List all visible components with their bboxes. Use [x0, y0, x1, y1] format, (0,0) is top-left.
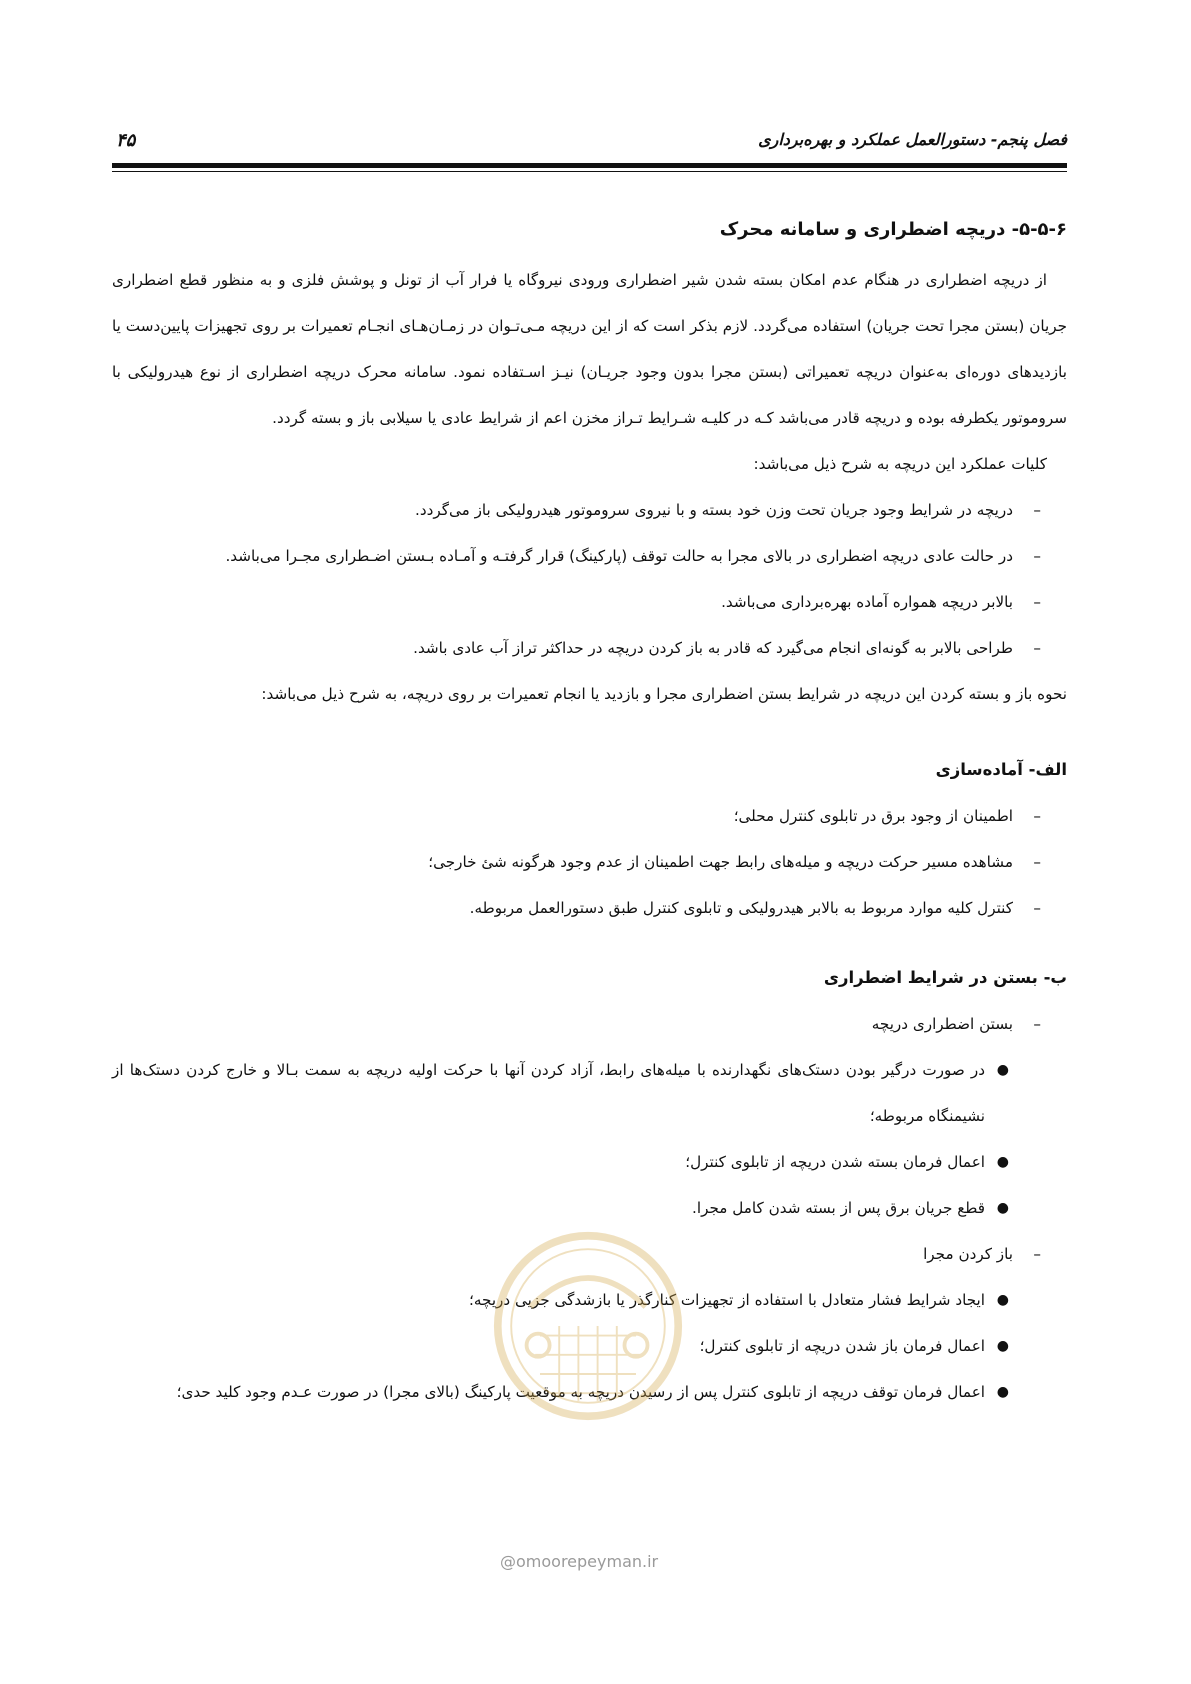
subsection-b-closing-label [112, 1001, 1067, 1047]
list-item: – دریچه در شرایط وجود جریان تحت وزن خود بسته و با نیروی سروموتور هیدرولیکی باز می‌گردد. [112, 487, 1067, 533]
bullet-marker: ● [996, 1154, 1009, 1170]
header-rule-thin [112, 171, 1067, 172]
list-item: ● اعمال فرمان توقف دریچه از تابلوی کنترل پس از رسیدن دریچه به موقعیت پارکینگ (بالای مجرا) در صورت عـدم وجود کلید حدی؛ [112, 1369, 1067, 1415]
list-item: – کنترل کلیه موارد مربوط به بالابر هیدرولیکی و تابلوی کنترل طبق دستورالعمل مربوطه. [112, 885, 1067, 931]
bullet-marker: ● [996, 1200, 1009, 1216]
dash-marker: – [1033, 1245, 1041, 1263]
list-item: – در حالت عادی دریچه اضطراری در بالای مجرا به حالت توقف (پارکینگ) قرار گرفتـه و آمـاده بـستن اضـطراری مجـرا می‌باشد. [112, 533, 1067, 579]
list-item: – باز کردن مجرا [112, 1231, 1067, 1277]
bullet-marker: ● [996, 1292, 1009, 1308]
section-closing: نحوه باز و بسته کردن این دریچه در شرایط بستن اضطراری مجرا و بازدید یا انجام تعمیرات بر روی دریچه، به شرح ذیل می‌باشد: [261, 685, 1067, 703]
seal-logo-icon [492, 1230, 684, 1422]
list-item: – مشاهده مسیر حرکت دریچه و میله‌های رابط جهت اطمینان از عدم وجود هرگونه شئ خارجی؛ [112, 839, 1067, 885]
subsection-a-list [112, 793, 1067, 931]
list-item: – بالابر دریچه همواره آماده بهره‌برداری می‌باشد. [112, 579, 1067, 625]
page-number: ۴۵ [116, 130, 136, 151]
dash-marker: – [1033, 1015, 1041, 1033]
dash-marker: – [1033, 593, 1041, 611]
dash-marker: – [1033, 501, 1041, 519]
list-item: ● قطع جریان برق پس از بسته شدن کامل مجرا. [112, 1185, 1067, 1231]
section-heading: ۵-۵-۶- دریچه اضطراری و سامانه محرک [719, 219, 1067, 240]
header-rule-thick [112, 163, 1067, 168]
running-header-title: فصل پنجم- دستورالعمل عملکرد و بهره‌برداری [758, 130, 1067, 149]
subsection-b-heading: ب- بستن در شرایط اضطراری [823, 968, 1067, 987]
dash-marker: – [1033, 807, 1041, 825]
dash-marker: – [1033, 639, 1041, 657]
list-item: ● اعمال فرمان بسته شدن دریچه از تابلوی کنترل؛ [112, 1139, 1067, 1185]
section-paragraph: از دریچه اضطراری در هنگام عدم امکان بسته شدن شیر اضطراری ورودی نیروگاه یا فرار آب از تونل و پوشش فلزی و به منظور قطع اضطراری جریان (بستن مجرا تحت جریان) استفاده می‌گردد. لازم بذکر است که از این دریچه مـی‌تـوان در زمـان‌هـای انجـام تعمیرات بر روی تجهیزات پایین‌دست یا بازدیدهای دوره‌ای به‌عنوان دریچه تعمیراتی (بستن مجرا بدون وجود جریـان) نیـز اسـتفاده نمود. سامانه محرک دریچه اضطراری از نوع هیدرولیکی با سروموتور یکطرفه بوده و دریچه قادر می‌باشد کـه در کلیـه شـرایط تـراز مخزن اعم از شرایط عادی یا سیلابی باز و بسته گردد. [112, 271, 1067, 427]
bullet-marker: ● [996, 1338, 1009, 1354]
subsection-b-closing-steps [112, 1047, 1067, 1231]
list-item: – اطمینان از وجود برق در تابلوی کنترل محلی؛ [112, 793, 1067, 839]
list-item: – بستن اضطراری دریچه [112, 1001, 1067, 1047]
dash-marker: – [1033, 853, 1041, 871]
list-item: – طراحی بالابر به گونه‌ای انجام می‌گیرد که قادر به باز کردن دریچه در حداکثر تراز آب عادی باشد. [112, 625, 1067, 671]
list-item: ● ایجاد شرایط فشار متعادل با استفاده از تجهیزات کنارگذر یا بازشدگی جزیی دریچه؛ [112, 1277, 1067, 1323]
bullet-marker: ● [996, 1384, 1009, 1400]
bullet-marker: ● [996, 1062, 1009, 1078]
watermark-url: @omoorepeyman.ir [500, 1552, 659, 1571]
list-item: ● در صورت درگیر بودن دستک‌های نگهدارنده با میله‌های رابط، آزاد کردن آنها با حرکت اولیه دریچه به سمت بـالا و خارج کردن دستک‌ها از نشیمنگاه مربوطه؛ [112, 1047, 1067, 1139]
subsection-a-heading: الف- آماده‌سازی [935, 760, 1067, 779]
section-dash-list [112, 487, 1067, 671]
dash-marker: – [1033, 547, 1041, 565]
list-item: ● اعمال فرمان باز شدن دریچه از تابلوی کنترل؛ [112, 1323, 1067, 1369]
dash-marker: – [1033, 899, 1041, 917]
section-intro: کلیات عملکرد این دریچه به شرح ذیل می‌باشد: [753, 455, 1047, 473]
